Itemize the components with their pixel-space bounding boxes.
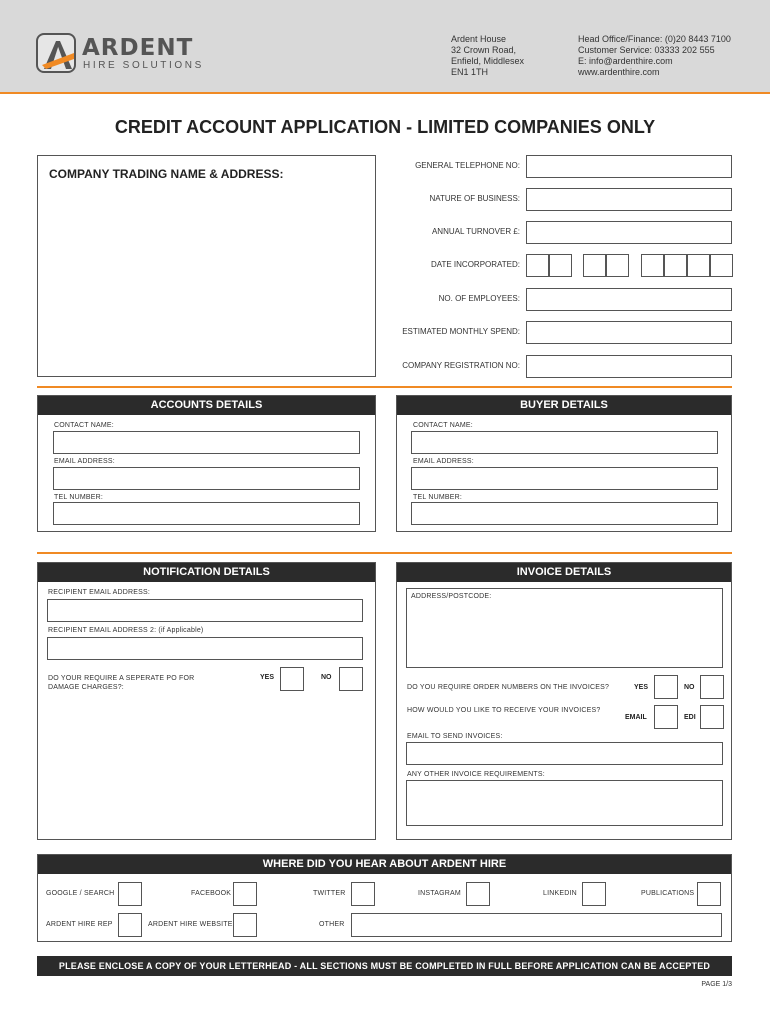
source-label: PUBLICATIONS bbox=[641, 890, 695, 897]
field-label: RECIPIENT EMAIL ADDRESS: bbox=[48, 589, 151, 596]
brand-name: ARDENT bbox=[82, 35, 194, 61]
receive-edi-checkbox[interactable] bbox=[700, 705, 724, 729]
source-label: INSTAGRAM bbox=[418, 890, 461, 897]
form-title: CREDIT ACCOUNT APPLICATION - LIMITED COMPANIES ONLY bbox=[114, 117, 656, 137]
field-label: EMAIL ADDRESS: bbox=[54, 458, 115, 465]
field-label: CONTACT NAME: bbox=[413, 422, 473, 429]
field-label: NATURE OF BUSINESS: bbox=[429, 194, 520, 203]
registration-row bbox=[380, 355, 732, 378]
po-question bbox=[48, 674, 194, 692]
option-label: NO bbox=[684, 684, 695, 691]
nature-of-business-field[interactable] bbox=[526, 188, 732, 211]
contact-line: Customer Service: 03333 202 555 bbox=[578, 45, 715, 55]
field-label: GENERAL TELEPHONE NO: bbox=[415, 161, 520, 170]
section-divider bbox=[37, 386, 732, 388]
annual-turnover-field[interactable] bbox=[526, 221, 732, 244]
page-number: PAGE 1/3 bbox=[701, 981, 732, 988]
field-label: NO. OF EMPLOYEES: bbox=[438, 294, 520, 303]
address-line: 32 Crown Road, bbox=[451, 45, 517, 55]
question-line: DAMAGE CHARGES?: bbox=[48, 684, 124, 691]
accounts-contact-name-field[interactable] bbox=[53, 431, 360, 454]
monthly-spend-field[interactable] bbox=[526, 321, 732, 344]
order-numbers-question: DO YOU REQUIRE ORDER NUMBERS ON THE INVOICES? bbox=[407, 684, 610, 691]
accounts-details-heading: ACCOUNTS DETAILS bbox=[38, 396, 375, 415]
accounts-details-section bbox=[37, 395, 376, 532]
company-address-label: COMPANY TRADING NAME & ADDRESS: bbox=[49, 167, 284, 181]
source-label: GOOGLE / SEARCH bbox=[46, 890, 115, 897]
date-digit-box[interactable] bbox=[526, 254, 549, 277]
source-label: ARDENT HIRE WEBSITE bbox=[148, 921, 233, 928]
field-label: EMAIL ADDRESS: bbox=[413, 458, 474, 465]
date-digit-box[interactable] bbox=[687, 254, 710, 277]
registration-field[interactable] bbox=[526, 355, 732, 378]
linkedin-checkbox[interactable] bbox=[582, 882, 606, 906]
date-digit-box[interactable] bbox=[710, 254, 733, 277]
buyer-contact-name-field[interactable] bbox=[411, 431, 718, 454]
field-label: ADDRESS/POSTCODE: bbox=[411, 593, 492, 600]
field-label: DATE INCORPORATED: bbox=[430, 260, 520, 269]
source-label: OTHER bbox=[319, 921, 345, 928]
monthly-spend-row bbox=[380, 321, 732, 344]
source-label: ARDENT HIRE REP bbox=[46, 921, 113, 928]
buyer-email-field[interactable] bbox=[411, 467, 718, 490]
field-label: ANY OTHER INVOICE REQUIREMENTS: bbox=[407, 771, 545, 778]
address-line: Enfield, Middlesex bbox=[451, 56, 525, 66]
twitter-checkbox[interactable] bbox=[351, 882, 375, 906]
company-address-field[interactable] bbox=[37, 155, 376, 377]
option-label: EDI bbox=[684, 714, 696, 721]
invoice-email-field[interactable] bbox=[406, 742, 723, 765]
source-label: FACEBOOK bbox=[191, 890, 232, 897]
date-digit-box[interactable] bbox=[664, 254, 687, 277]
buyer-details-heading: BUYER DETAILS bbox=[397, 396, 731, 415]
field-label: TEL NUMBER: bbox=[413, 494, 463, 501]
field-label: RECIPIENT EMAIL ADDRESS 2: (if Applicable) bbox=[48, 627, 204, 634]
notification-details-heading: NOTIFICATION DETAILS bbox=[38, 563, 375, 582]
contact-line: E: info@ardenthire.com bbox=[578, 56, 673, 66]
question-line: DO YOUR REQUIRE A SEPERATE PO FOR bbox=[48, 675, 195, 682]
address-line: EN1 1TH bbox=[451, 67, 489, 77]
other-invoice-requirements-field[interactable] bbox=[406, 780, 723, 826]
publications-checkbox[interactable] bbox=[697, 882, 721, 906]
employees-field[interactable] bbox=[526, 288, 732, 311]
buyer-details-section bbox=[396, 395, 732, 532]
invoice-details-section bbox=[396, 562, 732, 840]
order-no-checkbox[interactable] bbox=[700, 675, 724, 699]
employees-row bbox=[380, 288, 732, 311]
option-label: EMAIL bbox=[625, 714, 647, 721]
recipient-email-field[interactable] bbox=[47, 599, 363, 622]
letterhead bbox=[0, 0, 770, 94]
brand-tagline: HIRE SOLUTIONS bbox=[83, 60, 204, 71]
invoice-details-heading: INVOICE DETAILS bbox=[397, 563, 731, 582]
other-source-field[interactable] bbox=[351, 913, 722, 937]
source-label: TWITTER bbox=[313, 890, 346, 897]
accounts-email-field[interactable] bbox=[53, 467, 360, 490]
google-search-checkbox[interactable] bbox=[118, 882, 142, 906]
field-label: TEL NUMBER: bbox=[54, 494, 104, 501]
receive-email-checkbox[interactable] bbox=[654, 705, 678, 729]
footer-notice: PLEASE ENCLOSE A COPY OF YOUR LETTERHEAD - ALL SECTIONS MUST BE COMPLETED IN FULL BEFORE APPLICATION CAN BE ACCEPTED bbox=[37, 956, 732, 976]
where-did-you-hear-heading: WHERE DID YOU HEAR ABOUT ARDENT HIRE bbox=[38, 855, 731, 874]
date-incorporated-row bbox=[380, 254, 732, 277]
recipient-email-2-field[interactable] bbox=[47, 637, 363, 660]
company-address bbox=[451, 34, 524, 78]
contact-line: Head Office/Finance: (0)20 8443 7100 bbox=[578, 34, 731, 44]
ardent-a-logo-icon bbox=[36, 33, 76, 73]
field-label: CONTACT NAME: bbox=[54, 422, 114, 429]
address-line: Ardent House bbox=[451, 34, 507, 44]
po-no-checkbox[interactable] bbox=[339, 667, 363, 691]
field-label: COMPANY REGISTRATION NO: bbox=[402, 361, 520, 370]
invoice-address-field[interactable] bbox=[406, 588, 723, 668]
option-label: YES bbox=[260, 674, 275, 681]
date-digit-box[interactable] bbox=[641, 254, 664, 277]
nature-of-business-row bbox=[380, 188, 732, 211]
section-divider bbox=[37, 552, 732, 554]
notification-details-section bbox=[37, 562, 376, 840]
buyer-tel-field[interactable] bbox=[411, 502, 718, 525]
field-label: EMAIL TO SEND INVOICES: bbox=[407, 733, 503, 740]
option-label: YES bbox=[634, 684, 649, 691]
ardent-logo bbox=[36, 33, 216, 73]
facebook-checkbox[interactable] bbox=[233, 882, 257, 906]
annual-turnover-row bbox=[380, 221, 732, 244]
ardent-hire-website-checkbox[interactable] bbox=[233, 913, 257, 937]
field-label: ESTIMATED MONTHLY SPEND: bbox=[402, 327, 520, 336]
po-yes-checkbox[interactable] bbox=[280, 667, 304, 691]
field-label: ANNUAL TURNOVER £: bbox=[431, 227, 520, 236]
ardent-hire-rep-checkbox[interactable] bbox=[118, 913, 142, 937]
date-digit-box[interactable] bbox=[606, 254, 629, 277]
source-label: LINKEDIN bbox=[543, 890, 577, 897]
receive-invoices-question: HOW WOULD YOU LIKE TO RECEIVE YOUR INVOICES? bbox=[407, 707, 601, 714]
general-telephone-row bbox=[380, 155, 732, 178]
order-yes-checkbox[interactable] bbox=[654, 675, 678, 699]
instagram-checkbox[interactable] bbox=[466, 882, 490, 906]
company-contact bbox=[578, 34, 731, 78]
contact-line: www.ardenthire.com bbox=[578, 67, 660, 77]
accounts-tel-field[interactable] bbox=[53, 502, 360, 525]
option-label: NO bbox=[321, 674, 332, 681]
date-digit-box[interactable] bbox=[583, 254, 606, 277]
where-did-you-hear-section bbox=[37, 854, 732, 942]
general-telephone-field[interactable] bbox=[526, 155, 732, 178]
date-digit-box[interactable] bbox=[549, 254, 572, 277]
